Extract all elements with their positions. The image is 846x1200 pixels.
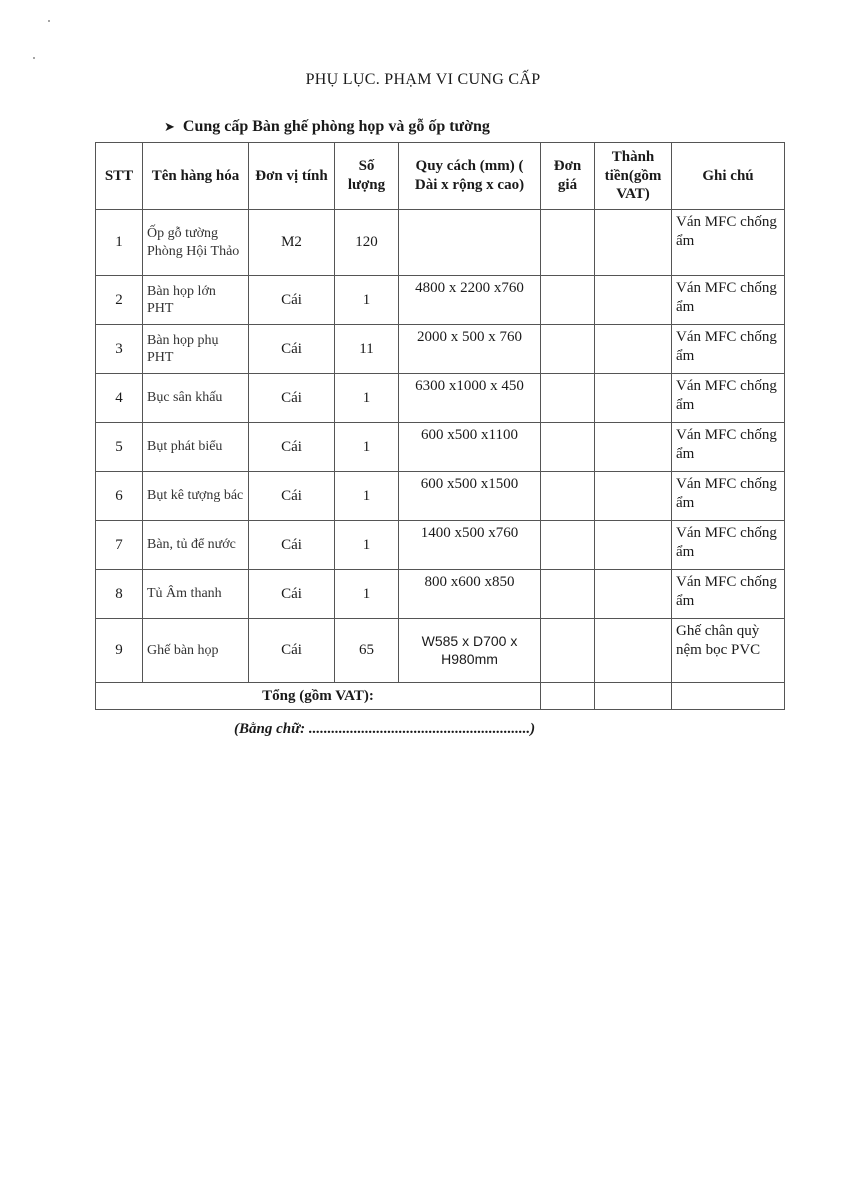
cell-qty: 65 [335, 619, 399, 683]
cell-price [541, 521, 595, 570]
cell-qty: 1 [335, 276, 399, 325]
cell-price [541, 570, 595, 619]
cell-unit: Cái [249, 374, 335, 423]
cell-spec [399, 210, 541, 276]
header-unit: Đơn vị tính [249, 143, 335, 210]
cell-spec: 600 x500 x1500 [399, 472, 541, 521]
cell-stt: 9 [96, 619, 143, 683]
table-row [96, 521, 785, 570]
cell-stt: 6 [96, 472, 143, 521]
cell-price [541, 619, 595, 683]
table-header-row [96, 143, 785, 210]
table-row [96, 619, 785, 683]
table-row [96, 423, 785, 472]
total-row [96, 683, 785, 710]
total-label: Tổng (gồm VAT): [96, 683, 541, 710]
supply-scope-table [95, 142, 785, 710]
cell-name: Tủ Âm thanh [143, 570, 249, 619]
total-note-cell [672, 683, 785, 710]
header-price: Đơn giá [541, 143, 595, 210]
cell-unit: Cái [249, 570, 335, 619]
section-subtitle [164, 118, 490, 136]
cell-stt: 3 [96, 325, 143, 374]
cell-spec: 2000 x 500 x 760 [399, 325, 541, 374]
table-row [96, 210, 785, 276]
cell-stt: 7 [96, 521, 143, 570]
cell-name: Ghế bàn họp [143, 619, 249, 683]
header-spec: Quy cách (mm) ( Dài x rộng x cao) [399, 143, 541, 210]
cell-price [541, 423, 595, 472]
cell-note: Ván MFC chống ẩm [672, 325, 785, 374]
cell-amount [595, 521, 672, 570]
cell-stt: 8 [96, 570, 143, 619]
cell-price [541, 210, 595, 276]
cell-stt: 4 [96, 374, 143, 423]
cell-price [541, 325, 595, 374]
header-name: Tên hàng hóa [143, 143, 249, 210]
total-price-cell [541, 683, 595, 710]
cell-qty: 1 [335, 521, 399, 570]
cell-spec: 6300 x1000 x 450 [399, 374, 541, 423]
scan-speck [48, 20, 50, 22]
cell-name: Bàn, tủ để nước [143, 521, 249, 570]
cell-qty: 120 [335, 210, 399, 276]
cell-unit: Cái [249, 521, 335, 570]
cell-note: Ván MFC chống ẩm [672, 521, 785, 570]
cell-note: Ghế chân quỳ nệm bọc PVC [672, 619, 785, 683]
cell-name: Bàn họp phụ PHT [143, 325, 249, 374]
cell-name: Bục sân khấu [143, 374, 249, 423]
cell-spec: W585 x D700 x H980mm [399, 619, 541, 683]
cell-amount [595, 374, 672, 423]
cell-unit: M2 [249, 210, 335, 276]
table-row [96, 570, 785, 619]
cell-name: Bụt phát biểu [143, 423, 249, 472]
cell-amount [595, 276, 672, 325]
cell-spec: 1400 x500 x760 [399, 521, 541, 570]
header-note: Ghi chú [672, 143, 785, 210]
cell-price [541, 374, 595, 423]
scan-speck [33, 57, 35, 59]
cell-unit: Cái [249, 472, 335, 521]
header-amount: Thành tiền(gồm VAT) [595, 143, 672, 210]
cell-spec: 4800 x 2200 x760 [399, 276, 541, 325]
cell-qty: 1 [335, 570, 399, 619]
cell-qty: 11 [335, 325, 399, 374]
cell-amount [595, 423, 672, 472]
cell-price [541, 472, 595, 521]
cell-qty: 1 [335, 472, 399, 521]
cell-note: Ván MFC chống ẩm [672, 570, 785, 619]
cell-amount [595, 325, 672, 374]
cell-unit: Cái [249, 325, 335, 374]
header-stt: STT [96, 143, 143, 210]
cell-spec: 600 x500 x1100 [399, 423, 541, 472]
cell-price [541, 276, 595, 325]
cell-unit: Cái [249, 276, 335, 325]
cell-amount [595, 619, 672, 683]
table-row [96, 325, 785, 374]
table-row [96, 276, 785, 325]
cell-note: Ván MFC chống ẩm [672, 210, 785, 276]
cell-name: Ốp gỗ tường Phòng Hội Thảo [143, 210, 249, 276]
cell-stt: 2 [96, 276, 143, 325]
subtitle-text: Cung cấp Bàn ghế phòng họp và gỗ ốp tường [182, 118, 490, 135]
header-qty: Số lượng [335, 143, 399, 210]
arrow-bullet-icon: ➤ [164, 119, 175, 134]
cell-unit: Cái [249, 619, 335, 683]
cell-name: Bụt kê tượng bác [143, 472, 249, 521]
cell-amount [595, 472, 672, 521]
cell-name: Bàn họp lớn PHT [143, 276, 249, 325]
cell-note: Ván MFC chống ẩm [672, 374, 785, 423]
cell-stt: 5 [96, 423, 143, 472]
page-title: PHỤ LỤC. PHẠM VI CUNG CẤP [305, 71, 541, 88]
cell-note: Ván MFC chống ẩm [672, 423, 785, 472]
cell-note: Ván MFC chống ẩm [672, 276, 785, 325]
cell-amount [595, 570, 672, 619]
cell-amount [595, 210, 672, 276]
cell-qty: 1 [335, 374, 399, 423]
table-row [96, 374, 785, 423]
cell-stt: 1 [96, 210, 143, 276]
amount-in-words: (Bằng chữ: ...........................................................) [234, 721, 536, 737]
cell-spec: 800 x600 x850 [399, 570, 541, 619]
cell-qty: 1 [335, 423, 399, 472]
table-row [96, 472, 785, 521]
cell-note: Ván MFC chống ẩm [672, 472, 785, 521]
total-amount-cell [595, 683, 672, 710]
cell-unit: Cái [249, 423, 335, 472]
